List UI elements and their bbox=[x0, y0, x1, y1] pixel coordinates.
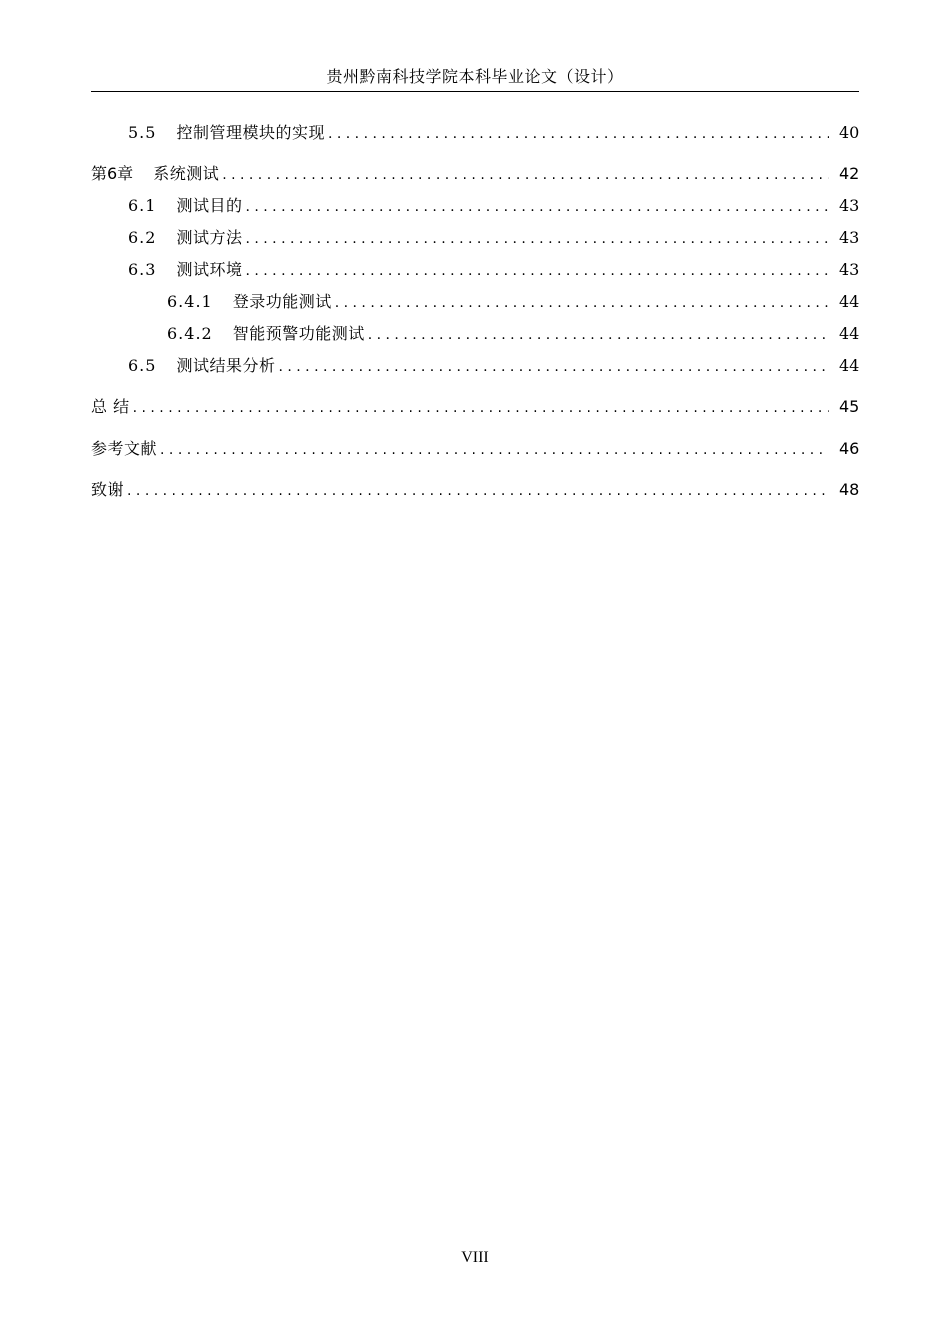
toc-entry-summary[interactable] bbox=[91, 395, 859, 419]
toc-leader-dots bbox=[245, 259, 829, 283]
toc-entry-6-4-2[interactable] bbox=[167, 322, 859, 346]
toc-leader-dots bbox=[278, 355, 829, 379]
toc-page-number: 43 bbox=[839, 228, 860, 247]
toc-leader-dots bbox=[245, 195, 829, 219]
toc-entry-references[interactable] bbox=[91, 437, 859, 461]
toc-title: 总 结 bbox=[91, 397, 130, 416]
toc-number: 6.4.1 bbox=[167, 292, 213, 311]
toc-page-number: 40 bbox=[839, 123, 860, 142]
toc-leader-dots bbox=[335, 291, 829, 315]
toc-page-number: 43 bbox=[839, 196, 860, 215]
toc-entry-6-4-1[interactable] bbox=[167, 290, 859, 314]
toc-entry-chapter-6[interactable] bbox=[91, 162, 859, 186]
toc-leader-dots bbox=[222, 163, 829, 187]
toc-page-number: 44 bbox=[839, 356, 860, 375]
toc-title: 测试方法 bbox=[176, 228, 243, 247]
toc-number: 6.3 bbox=[128, 260, 157, 279]
toc-page-number: 44 bbox=[839, 324, 860, 343]
toc-page-number: 44 bbox=[839, 292, 860, 311]
toc-number: 5.5 bbox=[128, 123, 157, 142]
toc-number: 6.2 bbox=[128, 228, 157, 247]
toc-page-number: 48 bbox=[839, 480, 860, 499]
toc-entry-6-1[interactable] bbox=[128, 194, 859, 218]
running-header: 贵州黔南科技学院本科毕业论文（设计） bbox=[326, 67, 624, 86]
toc-page-number: 43 bbox=[839, 260, 860, 279]
toc-number: 6.4.2 bbox=[167, 324, 213, 343]
toc-leader-dots bbox=[160, 438, 829, 462]
toc-number: 6.5 bbox=[128, 356, 157, 375]
toc-number: 第6章 bbox=[91, 164, 134, 183]
toc-page-number: 45 bbox=[839, 397, 860, 416]
toc-entry-5-5[interactable] bbox=[128, 121, 859, 145]
toc-title: 测试环境 bbox=[176, 260, 243, 279]
toc-leader-dots bbox=[328, 122, 829, 146]
toc-leader-dots bbox=[245, 227, 829, 251]
toc-leader-dots bbox=[133, 396, 829, 420]
toc-number: 6.1 bbox=[128, 196, 157, 215]
toc-page-number: 42 bbox=[839, 164, 860, 183]
toc-page-number: 46 bbox=[839, 439, 860, 458]
toc-title: 测试结果分析 bbox=[176, 356, 276, 375]
toc-title: 登录功能测试 bbox=[232, 292, 332, 311]
toc-leader-dots bbox=[368, 323, 829, 347]
toc-title: 致谢 bbox=[91, 480, 125, 499]
toc-title: 参考文献 bbox=[91, 439, 158, 458]
toc-title: 控制管理模块的实现 bbox=[176, 123, 325, 142]
toc-leader-dots bbox=[127, 479, 829, 503]
toc-entry-6-3[interactable] bbox=[128, 258, 859, 282]
toc-entry-6-2[interactable] bbox=[128, 226, 859, 250]
page-number-footer: VIII bbox=[461, 1249, 489, 1266]
toc-title: 智能预警功能测试 bbox=[232, 324, 365, 343]
toc-title: 系统测试 bbox=[153, 164, 220, 183]
toc-title: 测试目的 bbox=[176, 196, 243, 215]
toc-entry-6-5[interactable] bbox=[128, 354, 859, 378]
toc-entry-acknowledgements[interactable] bbox=[91, 478, 859, 502]
